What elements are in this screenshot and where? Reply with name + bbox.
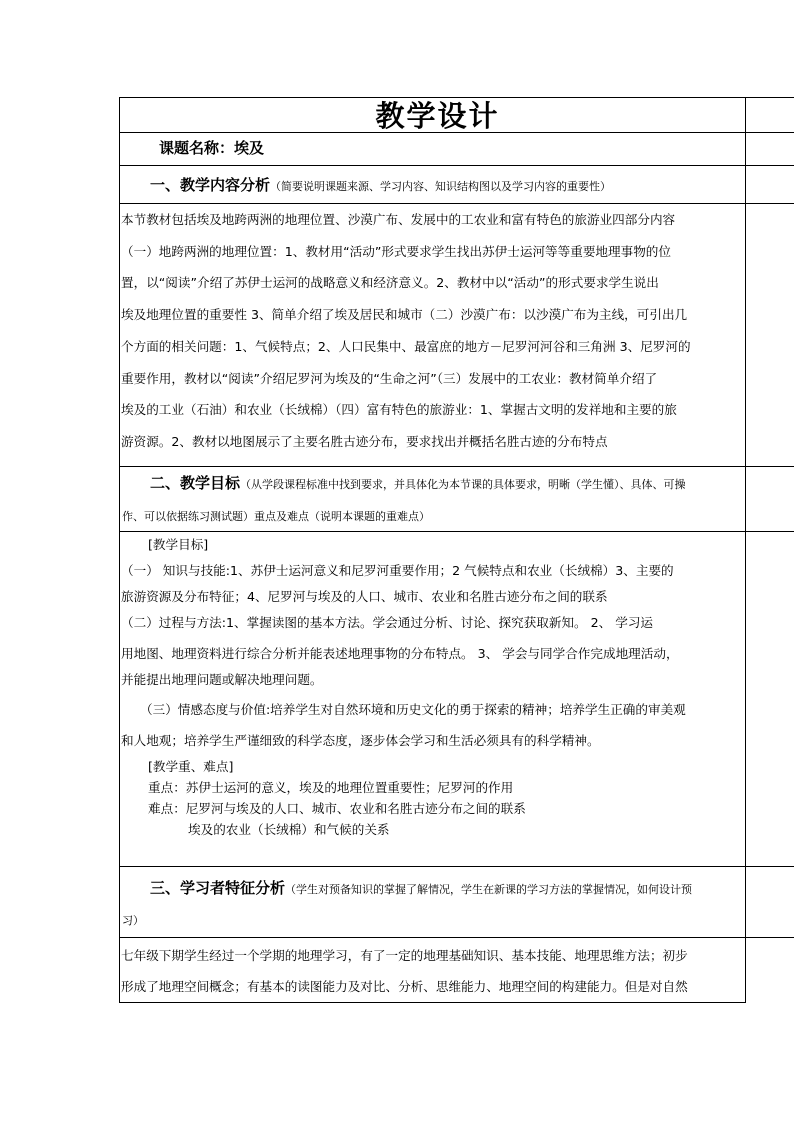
side-cell bbox=[746, 532, 794, 866]
section3-body-cell bbox=[119, 938, 746, 1003]
section2-title: 二、教学目标 bbox=[150, 474, 241, 492]
lesson-design-table bbox=[119, 97, 794, 1003]
section1-body-row bbox=[119, 203, 794, 466]
side-cell bbox=[746, 166, 794, 203]
objective-line: （一） 知识与技能:1、苏伊士运河意义和尼罗河重要作用；2 气候特点和农业（长绒棉）3、主要的 bbox=[121, 563, 674, 578]
title-cell bbox=[119, 98, 746, 132]
section2-note-line2: 作、可以依据练习测试题）重点及难点（说明本课题的重难点） bbox=[122, 510, 430, 523]
objective-line: 和人地观；培养学生严谨细致的科学态度，逐步体会学习和生活必须具有的科学精神。 bbox=[121, 733, 600, 748]
difficulty-line: 难点：尼罗河与埃及的人口、城市、农业和名胜古迹分布之间的联系 bbox=[148, 801, 526, 816]
section1-line: 置，以“阅读”介绍了苏伊士运河的战略意义和经济意义。2、教材中以“活动”的形式要求学生说出 bbox=[121, 275, 659, 291]
section3-note-line2: 习） bbox=[122, 914, 144, 927]
objective-line: 用地图、地理资料进行综合分析并能表述地理事物的分布特点。 3、 学会与同学合作完成地理活动， bbox=[121, 646, 679, 661]
section1-heading bbox=[120, 166, 745, 201]
section1-body-cell bbox=[119, 204, 746, 466]
section2-heading-row bbox=[119, 466, 794, 531]
course-name: 课题名称：埃及 bbox=[159, 139, 265, 157]
difficulty-line: 埃及的农业（长绒棉）和气候的关系 bbox=[188, 822, 390, 837]
section3-heading-cell bbox=[119, 867, 746, 937]
section1-line: （一）地跨两洲的地理位置：1、教材用“活动”形式要求学生找出苏伊士运河等等重要地理事物的位 bbox=[121, 243, 671, 259]
section1-line: 个方面的相关问题：1、气候特点；2、人口民集中、最富庶的地方－尼罗河河谷和三角洲 3、尼罗河的 bbox=[121, 338, 691, 354]
section3-title: 三、学习者特征分析 bbox=[150, 879, 286, 897]
objective-line: 并能提出地理问题或解决地理问题。 bbox=[121, 672, 323, 687]
objective-line: （三）情感态度与价值:培养学生对自然环境和历史文化的勇于探索的精神；培养学生正确的审美观 bbox=[140, 702, 686, 717]
section1-body bbox=[120, 204, 745, 458]
section3-line: 形成了地理空间概念；有基本的读图能力及对比、分析、思维能力、地理空间的构建能力。但是对自然 bbox=[121, 979, 688, 994]
table-bottom-border bbox=[119, 1002, 746, 1003]
section1-line: 重要作用，教材以“阅读”介绍尼罗河为埃及的“生命之河”（三）发展中的工农业：教材简单介绍了 bbox=[121, 370, 658, 386]
section3-body-row bbox=[119, 937, 794, 1003]
section3-line: 七年级下期学生经过一个学期的地理学习，有了一定的地理基础知识、基本技能、地理思维方法；初步 bbox=[121, 948, 688, 963]
objective-line: （二）过程与方法:1、掌握读图的基本方法。学会通过分析、讨论、探究获取新知。 2、 学习运 bbox=[121, 615, 654, 630]
section1-note: （简要说明课题来源、学习内容、知识结构图以及学习内容的重要性） bbox=[270, 180, 612, 193]
section3-note-line1: （学生对预备知识的掌握了解情况，学生在新课的学习方法的掌握情况，如何设计预 bbox=[285, 883, 693, 896]
section3-heading bbox=[120, 867, 745, 934]
section1-title: 一、教学内容分析 bbox=[150, 176, 271, 194]
section1-heading-cell bbox=[119, 166, 746, 203]
side-cell bbox=[746, 98, 794, 132]
side-cell bbox=[746, 867, 794, 937]
objective-line: 旅游资源及分布特征；4、尼罗河与埃及的人口、城市、农业和名胜古迹分布之间的联系 bbox=[121, 589, 608, 604]
side-cell bbox=[746, 133, 794, 165]
key-points-label: [教学重、难点] bbox=[148, 759, 234, 774]
section3-body bbox=[120, 938, 745, 1002]
section1-line: 埃及地理位置的重要性 3、简单介绍了埃及居民和城市（二）沙漠广布：以沙漠广布为主线，可引出几 bbox=[121, 307, 688, 323]
objectives-label: [教学目标] bbox=[148, 537, 209, 552]
section2-heading-cell bbox=[119, 467, 746, 531]
section2-body-row bbox=[119, 531, 794, 866]
side-cell bbox=[746, 938, 794, 1003]
section1-line: 本节教材包括埃及地跨两洲的地理位置、沙漠广布、发展中的工农业和富有特色的旅游业四部分内容 bbox=[121, 212, 676, 227]
side-cell bbox=[746, 204, 794, 466]
section2-body-cell bbox=[119, 532, 746, 866]
section2-heading bbox=[120, 467, 745, 531]
section1-heading-row bbox=[119, 165, 794, 203]
section3-heading-row bbox=[119, 866, 794, 937]
section2-note-line1: （从学段课程标准中找到要求，并具体化为本节课的具体要求，明晰（学生懂）、具体、可操 bbox=[240, 478, 686, 491]
course-cell bbox=[119, 133, 746, 165]
side-cell bbox=[746, 467, 794, 531]
section1-line: 埃及的工业（石油）和农业（长绒棉）（四）富有特色的旅游业：1、掌握古文明的发祥地和主要的旅 bbox=[121, 402, 677, 418]
section1-line: 游资源。2、教材以地图展示了主要名胜古迹分布，要求找出并概括名胜古迹的分布特点 bbox=[121, 433, 608, 449]
section2-body bbox=[120, 532, 745, 840]
page-title: 教学设计 bbox=[375, 99, 500, 132]
key-point-line: 重点：苏伊士运河的意义，埃及的地理位置重要性；尼罗河的作用 bbox=[148, 780, 514, 795]
course-row bbox=[119, 132, 794, 165]
title-row bbox=[119, 97, 794, 132]
